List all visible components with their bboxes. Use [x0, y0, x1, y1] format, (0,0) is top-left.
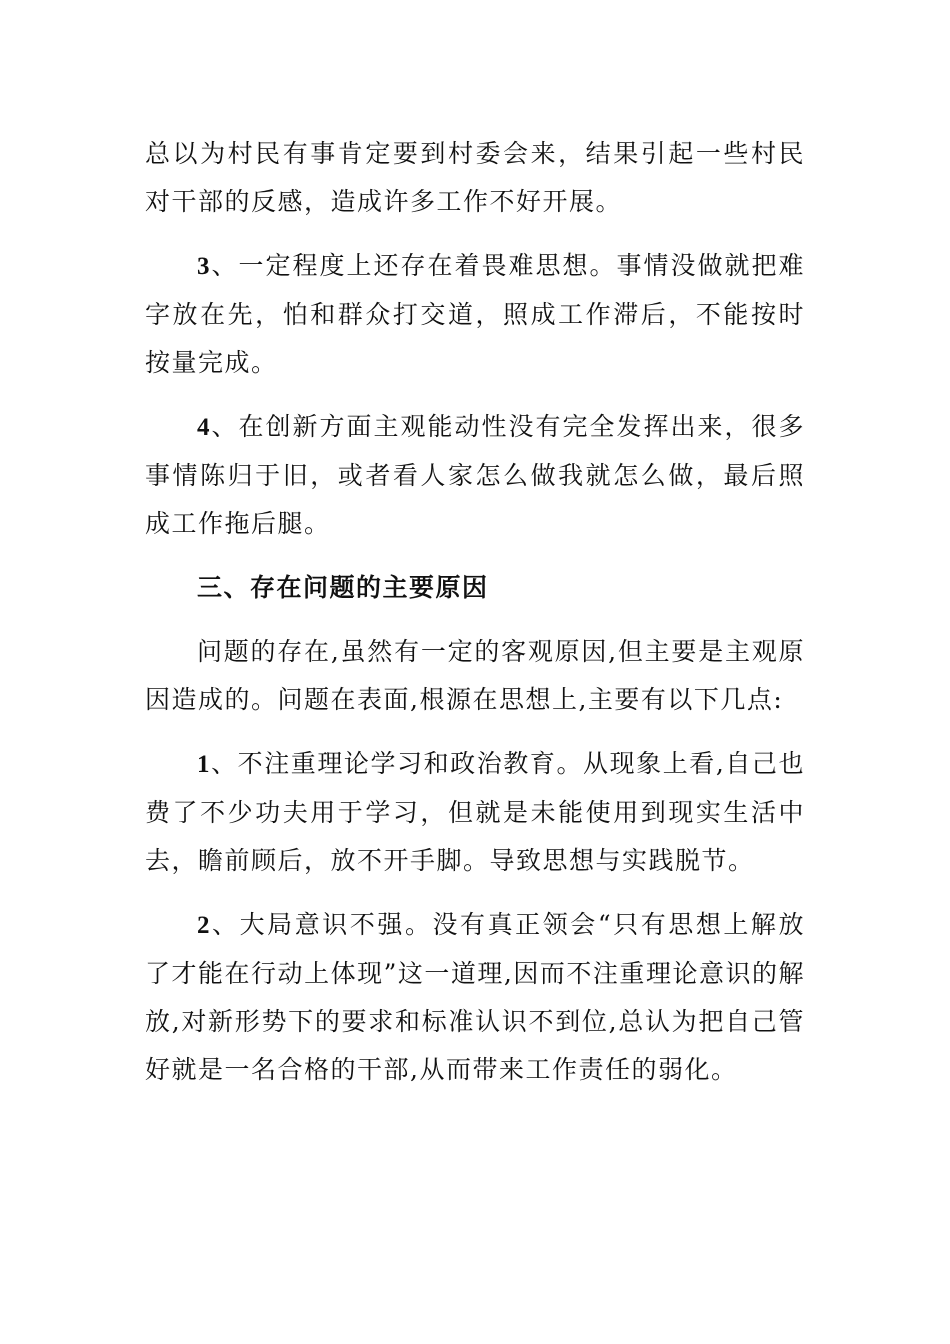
paragraph-text: 问题的存在,虽然有一定的客观原因,但主要是主观原因造成的。问题在表面,根源在思想上,主要有以下几点: [145, 637, 805, 714]
paragraph-item-3 [145, 242, 805, 387]
paragraph-text: 总以为村民有事肯定要到村委会来，结果引起一些村民对干部的反感，造成许多工作不好开展。 [145, 139, 805, 216]
paragraph-continued [145, 130, 805, 226]
paragraph-text: 、在创新方面主观能动性没有完全发挥出来，很多事情陈归于旧，或者看人家怎么做我就怎么做，最后照成工作拖后腿。 [145, 412, 805, 538]
paragraph-item-4 [145, 403, 805, 548]
document-page [145, 130, 805, 1110]
item-number: 1 [197, 751, 211, 778]
paragraph-intro [145, 628, 805, 724]
paragraph-text: 、一定程度上还存在着畏难思想。事情没做就把难字放在先，怕和群众打交道，照成工作滞后，不能按时按量完成。 [145, 251, 805, 377]
item-number: 3 [197, 253, 211, 280]
paragraph-text: 、大局意识不强。没有真正领会“只有思想上解放了才能在行动上体现”这一道理,因而不注重理论意识的解放,对新形势下的要求和标准认识不到位,总认为把自己管好就是一名合格的干部,从而带来工作责任的弱化。 [145, 910, 805, 1084]
item-number: 4 [197, 414, 211, 441]
item-number: 2 [197, 912, 211, 939]
paragraph-reason-1 [145, 740, 805, 885]
paragraph-text: 、不注重理论学习和政治教育。从现象上看,自己也费了不少功夫用于学习，但就是未能使用到现实生活中去，瞻前顾后，放不开手脚。导致思想与实践脱节。 [145, 749, 805, 875]
section-heading: 三、存在问题的主要原因 [197, 573, 489, 602]
paragraph-reason-2 [145, 901, 805, 1094]
